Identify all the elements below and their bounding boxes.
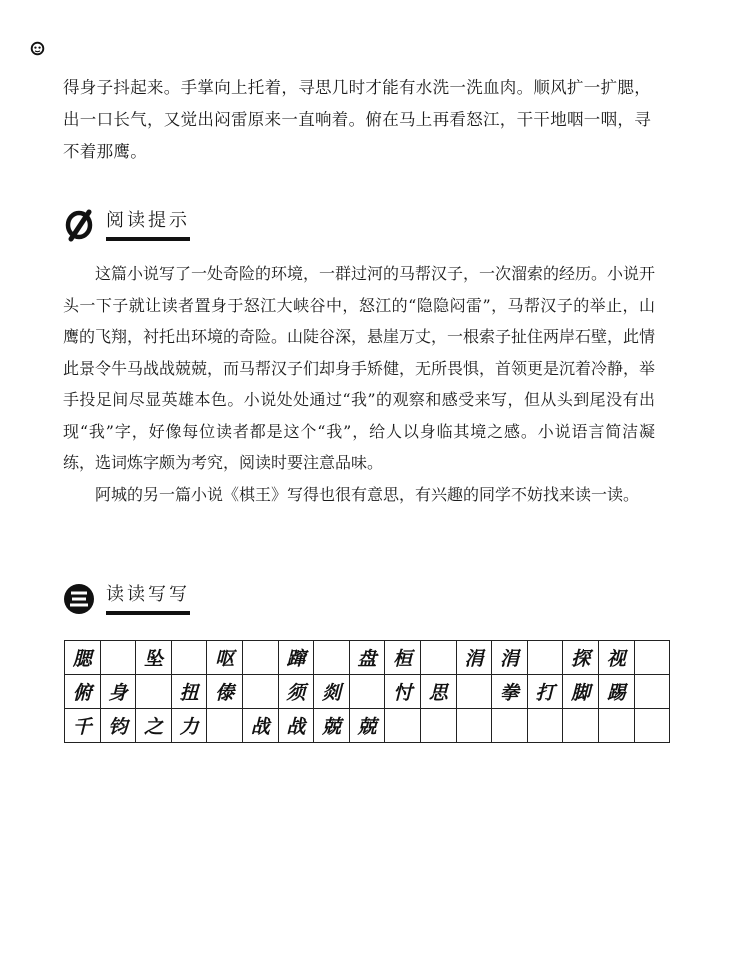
vocabulary-grid-cell: [634, 709, 670, 743]
vocabulary-grid-cell: 兢: [314, 709, 350, 743]
read-write-icon: [62, 582, 96, 616]
vocabulary-grid-cell: 涓: [456, 641, 492, 675]
vocabulary-grid-cell: 扭: [171, 675, 207, 709]
vocabulary-grid-cell: [456, 675, 492, 709]
vocabulary-grid-cell: 俯: [65, 675, 101, 709]
vocabulary-grid-cell: 傣: [207, 675, 243, 709]
reading-hint-body: [63, 258, 655, 510]
vocabulary-grid-cell: 之: [136, 709, 172, 743]
vocabulary-grid-cell: 钧: [100, 709, 136, 743]
vocabulary-grid-cell: [527, 709, 563, 743]
vocabulary-grid-cell: [420, 641, 456, 675]
vocabulary-grid-cell: [385, 709, 421, 743]
vocabulary-grid-cell: [634, 675, 670, 709]
vocabulary-grid-cell: 忖: [385, 675, 421, 709]
vocabulary-grid-row: [65, 641, 670, 675]
vocabulary-grid-cell: 拳: [492, 675, 528, 709]
vocabulary-grid-cell: [456, 709, 492, 743]
page-corner-icon: [30, 41, 45, 56]
vocabulary-grid-cell: [242, 641, 278, 675]
hint-paragraph: 这篇小说写了一处奇险的环境，一群过河的马帮汉子，一次溜索的经历。小说开头一下子就让读者置身于怒江大峡谷中，怒江的“隐隐闷雷”，马帮汉子的举止，山鹰的飞翔，衬托出环境的奇险。山陡谷深，悬崖万丈，一根索子扯住两岸石壁，此情此景令牛马战战兢兢，而马帮汉子们却身手矫健，无所畏惧，首领更是沉着冷静，举手投足间尽显英雄本色。小说处处通过“我”的观察和感受来写，但从头到尾没有出现“我”字，好像每位读者都是这个“我”，给人以身临其境之感。小说语言简洁凝练，选词炼字颇为考究，阅读时要注意品味。: [63, 264, 656, 472]
reading-hint-heading: [62, 208, 190, 242]
vocabulary-grid-cell: [242, 675, 278, 709]
vocabulary-grid-cell: 剡: [314, 675, 350, 709]
vocabulary-grid-cell: 千: [65, 709, 101, 743]
vocabulary-grid-cell: 腮: [65, 641, 101, 675]
reading-hint-icon: [62, 208, 96, 242]
vocabulary-grid-cell: 战: [242, 709, 278, 743]
vocabulary-grid-cell: [171, 641, 207, 675]
top-paragraph: [63, 72, 655, 168]
vocabulary-grid-cell: 脚: [563, 675, 599, 709]
vocabulary-grid-cell: 战: [278, 709, 314, 743]
vocabulary-grid-cell: [634, 641, 670, 675]
read-write-title: 读读写写: [106, 583, 190, 615]
vocabulary-grid: [64, 640, 670, 743]
vocabulary-grid-cell: 盘: [349, 641, 385, 675]
vocabulary-grid-cell: 涓: [492, 641, 528, 675]
top-paragraph-text: 得身子抖起来。手掌向上托着，寻思几时才能有水洗一洗血肉。顺风扩一扩腮，出一口长气，又觉出闷雷原来一直响着。俯在马上再看怒江，干干地咽一咽，寻不着那鹰。: [63, 78, 651, 161]
vocabulary-grid-cell: 身: [100, 675, 136, 709]
vocabulary-grid-cell: 探: [563, 641, 599, 675]
vocabulary-grid-cell: 坠: [136, 641, 172, 675]
vocabulary-grid-cell: 桓: [385, 641, 421, 675]
vocabulary-grid-cell: 踢: [598, 675, 634, 709]
vocabulary-grid-cell: [420, 709, 456, 743]
vocabulary-grid-cell: [563, 709, 599, 743]
vocabulary-grid-cell: [349, 675, 385, 709]
vocabulary-grid-row: [65, 709, 670, 743]
vocabulary-grid-cell: [207, 709, 243, 743]
read-write-heading: [62, 582, 190, 616]
vocabulary-grid-cell: 须: [278, 675, 314, 709]
vocabulary-grid-cell: [527, 641, 563, 675]
vocabulary-grid-cell: 思: [420, 675, 456, 709]
vocabulary-grid-cell: 兢: [349, 709, 385, 743]
vocabulary-grid-cell: [598, 709, 634, 743]
hint-paragraph: 阿城的另一篇小说《棋王》写得也很有意思，有兴趣的同学不妨找来读一读。: [95, 484, 640, 504]
reading-hint-title: 阅读提示: [106, 209, 190, 241]
vocabulary-grid-cell: 视: [598, 641, 634, 675]
vocabulary-grid-cell: [314, 641, 350, 675]
vocabulary-grid-cell: 蹿: [278, 641, 314, 675]
vocabulary-grid-row: [65, 675, 670, 709]
vocabulary-grid-cell: 打: [527, 675, 563, 709]
vocabulary-grid-cell: 呕: [207, 641, 243, 675]
vocabulary-grid-cell: 力: [171, 709, 207, 743]
vocabulary-grid-cell: [100, 641, 136, 675]
vocabulary-grid-cell: [492, 709, 528, 743]
vocabulary-grid-cell: [136, 675, 172, 709]
